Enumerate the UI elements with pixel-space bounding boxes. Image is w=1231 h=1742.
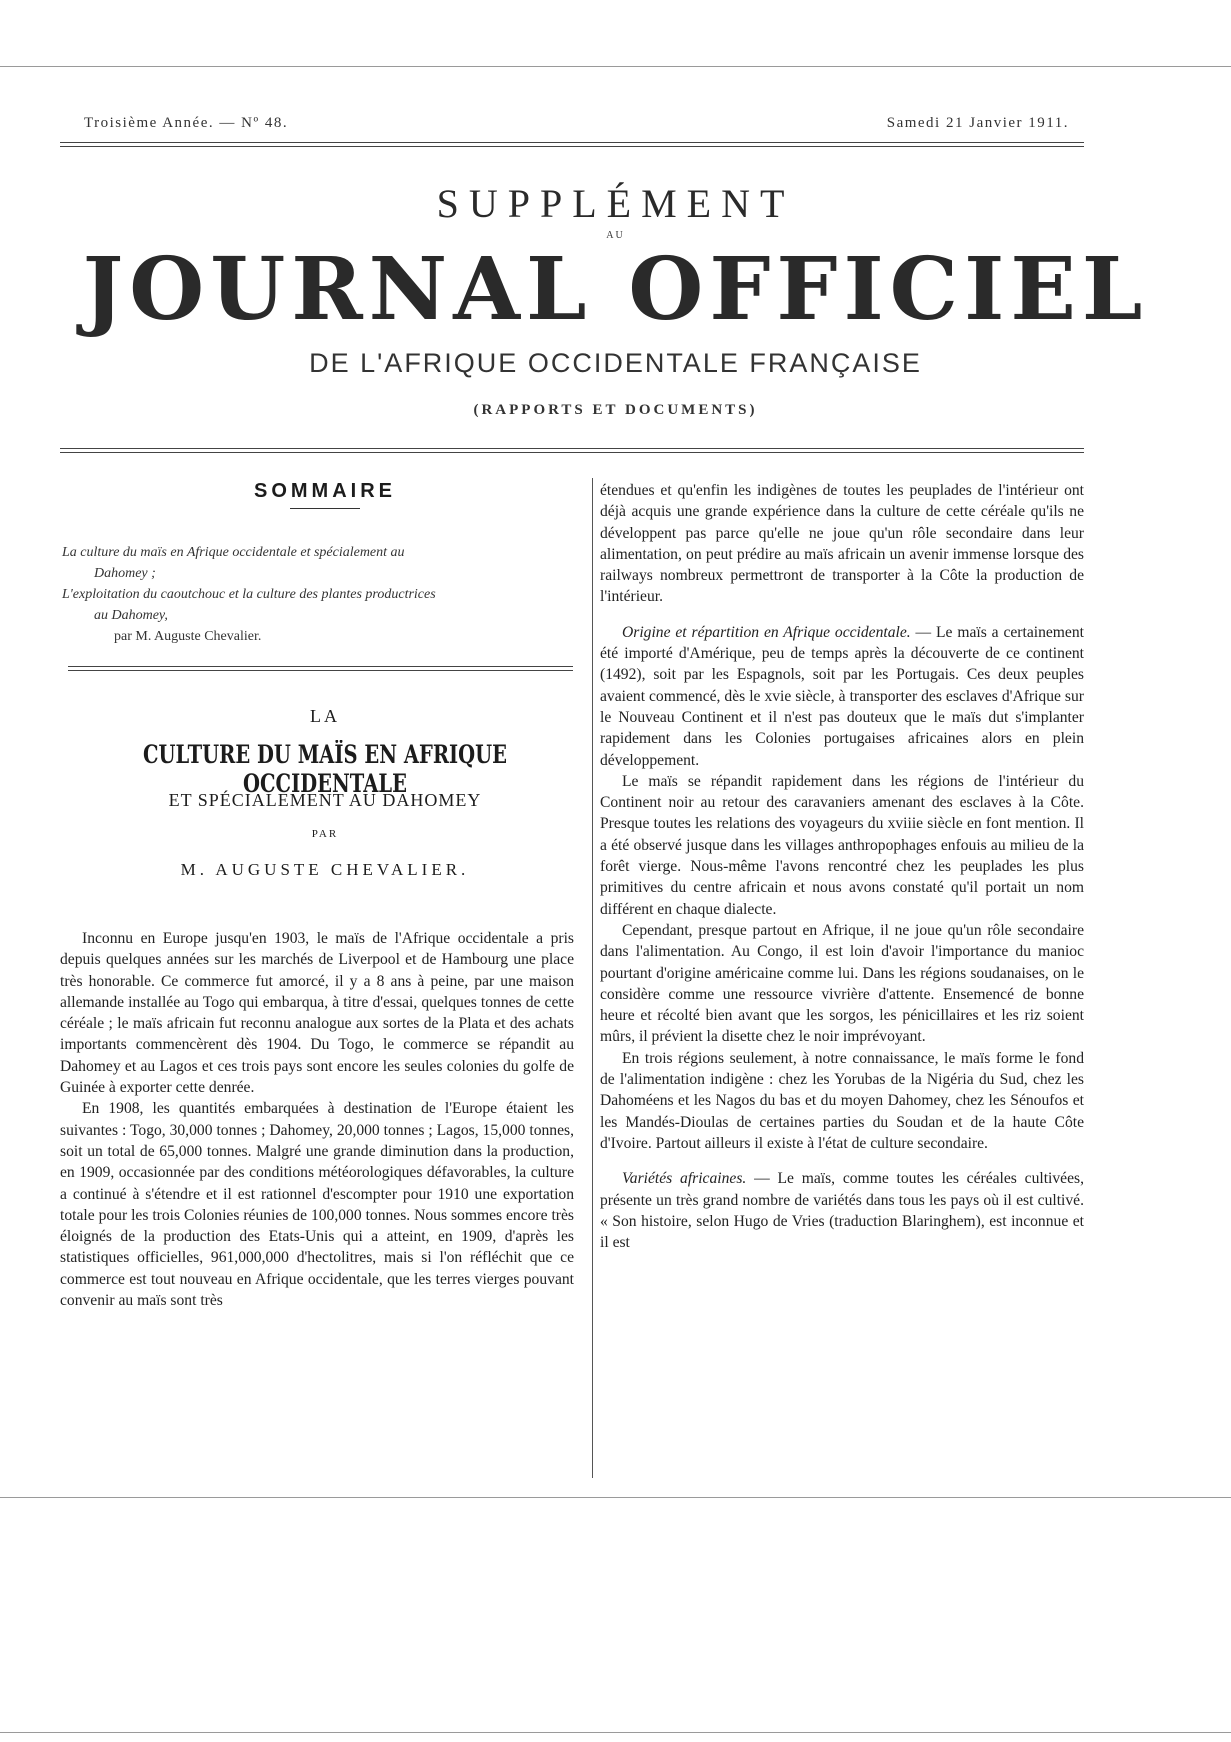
right-paragraph-5: En trois régions seulement, à notre connaissance, le maïs forme le fond de l'alimentation indigène : chez les Yorubas de la Nigéria du Sud, chez les Dahoméens et les Nagos du bas et du moyen Dahomey, chez les Sénoufos et les Mandés-Dioulas de certaines parties du Soudan et de la haute Côte d'Ivoire. Partout ailleurs il existe à l'état de culture secondaire. bbox=[600, 1049, 1084, 1152]
right-paragraph-6 bbox=[600, 1168, 1084, 1253]
section-heading-origine: Origine et répartition en Afrique occidentale. bbox=[622, 623, 911, 641]
rapports-subtitle: (RAPPORTS ET DOCUMENTS) bbox=[473, 402, 758, 418]
column-divider bbox=[592, 478, 593, 1478]
au-word: AU bbox=[606, 230, 625, 241]
sommaire-heading: SOMMAIRE bbox=[254, 480, 396, 502]
issue-number: Troisième Année. — Nº 48. bbox=[84, 115, 289, 131]
sommaire-underline bbox=[290, 508, 360, 509]
article-author: M. AUGUSTE CHEVALIER. bbox=[180, 860, 470, 879]
right-paragraph-4: Cependant, presque partout en Afrique, il ne joue qu'un rôle secondaire dans l'alimentation. Au Congo, il est loin d'avoir l'importance du manioc pourtant d'origine américaine comme lui. Dans les régions soudanaises, on le considère comme une ressource vivrière d'attente. Ensemencé de bonne heure et récolté bien avant que les sorgos, les pénicillaires et les riz soient mûrs, il prévient la disette chez le noir imprévoyant. bbox=[600, 921, 1084, 1046]
article-subtitle: ET SPÉCIALEMENT AU DAHOMEY bbox=[168, 790, 482, 810]
bottom-page-rule bbox=[0, 1497, 1231, 1498]
sommaire-content bbox=[62, 542, 574, 647]
journal-subtitle: DE L'AFRIQUE OCCIDENTALE FRANÇAISE bbox=[309, 348, 922, 378]
sommaire-author: par M. Auguste Chevalier. bbox=[114, 629, 262, 644]
right-column-text bbox=[600, 480, 1084, 1253]
left-paragraph-2: En 1908, les quantités embarquées à destination de l'Europe étaient les suivantes : Togo, 30,000 tonnes ; Dahomey, 20,000 tonnes ; Lagos, 15,000 tonnes, soit un total de 65,000 tonnes. Malgré une grande diminution dans la production, en 1909, occasionnée par des conditions météorologiques défavorables, la culture a continué à s'étendre et il est rationnel d'escompter pour 1910 une exportation totale pour les trois Colonies réunies de 100,000 tonnes. Nous sommes encore très éloignés de la production des Etats-Unis qui a atteint, en 1909, d'après les statistiques officielles, 961,000,000 d'hectolitres, mais si l'on réfléchit que ce commerce est tout nouveau en Afrique occidentale, que les terres vierges pouvant convenir au maïs sont très bbox=[60, 1100, 574, 1310]
sommaire-item-1-line-1: La culture du maïs en Afrique occidentale et spécialement au bbox=[62, 545, 405, 560]
journal-title: JOURNAL OFFICIEL bbox=[82, 239, 1149, 340]
sommaire-item-2-line-1: L'exploitation du caoutchouc et la culture des plantes productrices bbox=[62, 587, 436, 602]
right-paragraph-2-text: — Le maïs a certainement été importé d'Amérique, peu de temps après la découverte de ce continent (1492), soit par les Espagnols, soit par les Portugais. Ces deux peuples avaient commencé, dès le xvie siècle, à transporter des esclaves d'Afrique sur le Nouveau Continent et il n'est pas douteux que le maïs dut s'implanter rapidement dans les Colonies portugaises africaines alors en plein développement. bbox=[600, 623, 1084, 769]
right-paragraph-6-text: — Le maïs, comme toutes les céréales cultivées, présente un très grand nombre de variétés dans tous les pays où il est cultivé. « Son histoire, selon Hugo de Vries (traduction Blaringhem), est inconnue et il est bbox=[600, 1170, 1084, 1252]
issue-date: Samedi 21 Janvier 1911. bbox=[886, 115, 1069, 131]
masthead-rule bbox=[60, 142, 1084, 147]
supplement-title: SUPPLÉMENT bbox=[436, 181, 795, 226]
left-paragraph-1: Inconnu en Europe jusqu'en 1903, le maïs de l'Afrique occidentale a pris depuis quelques années sur les marchés de Liverpool et de Hambourg une place très honorable. Ce commerce fut amorcé, il y a 8 ans à peine, par une maison allemande installée au Togo qui embarqua, à titre d'essai, quelques tonnes de cette céréale ; le maïs africain fut reconnu analogue aux sortes de la Plata et des achats importants commencèrent dès 1904. Du Togo, le commerce se répandit au Dahomey et au Lagos et ces trois pays sont encore les seules colonies du golfe de Guinée à exporter cette denrée. bbox=[60, 930, 574, 1097]
top-page-rule bbox=[0, 66, 1231, 67]
article-la: LA bbox=[310, 706, 340, 726]
title-rule bbox=[60, 448, 1084, 453]
page-bottom-edge bbox=[0, 1732, 1231, 1733]
right-paragraph-1: étendues et qu'enfin les indigènes de toutes les peuplades de l'intérieur ont déjà acquis une grande expérience dans la culture de cette céréale qu'ils ne développent pas parce qu'elle ne joue qu'un rôle secondaire dans leur alimentation, on peut prédire au maïs africain un avenir immense lorsque des railways nombreux permettront de transporter à la Côte la production de l'intérieur. bbox=[600, 482, 1084, 606]
section-heading-varietes: Variétés africaines. bbox=[622, 1170, 747, 1188]
sommaire-item-2-line-2: au Dahomey, bbox=[94, 608, 168, 623]
right-paragraph-2 bbox=[600, 622, 1084, 771]
sommaire-item-1-line-2: Dahomey ; bbox=[94, 566, 156, 581]
left-column-text bbox=[60, 928, 574, 1311]
right-paragraph-3: Le maïs se répandit rapidement dans les régions de l'intérieur du Continent noir au retour des caravaniers amenant des esclaves à la Côte. Presque toutes les relations des voyageurs du xviiie siècle en font mention. Il a été observé jusque dans les villages anthropophages enfouis au milieu de la forêt vierge. Nous-même l'avons rencontré chez les peuplades les plus primitives du centre africain et nous avons constaté qu'il portait un nom différent en chaque dialecte. bbox=[600, 772, 1084, 918]
sommaire-rule bbox=[68, 666, 573, 671]
article-title: CULTURE DU MAÏS EN AFRIQUE OCCIDENTALE bbox=[142, 740, 508, 798]
article-par: PAR bbox=[311, 828, 339, 840]
